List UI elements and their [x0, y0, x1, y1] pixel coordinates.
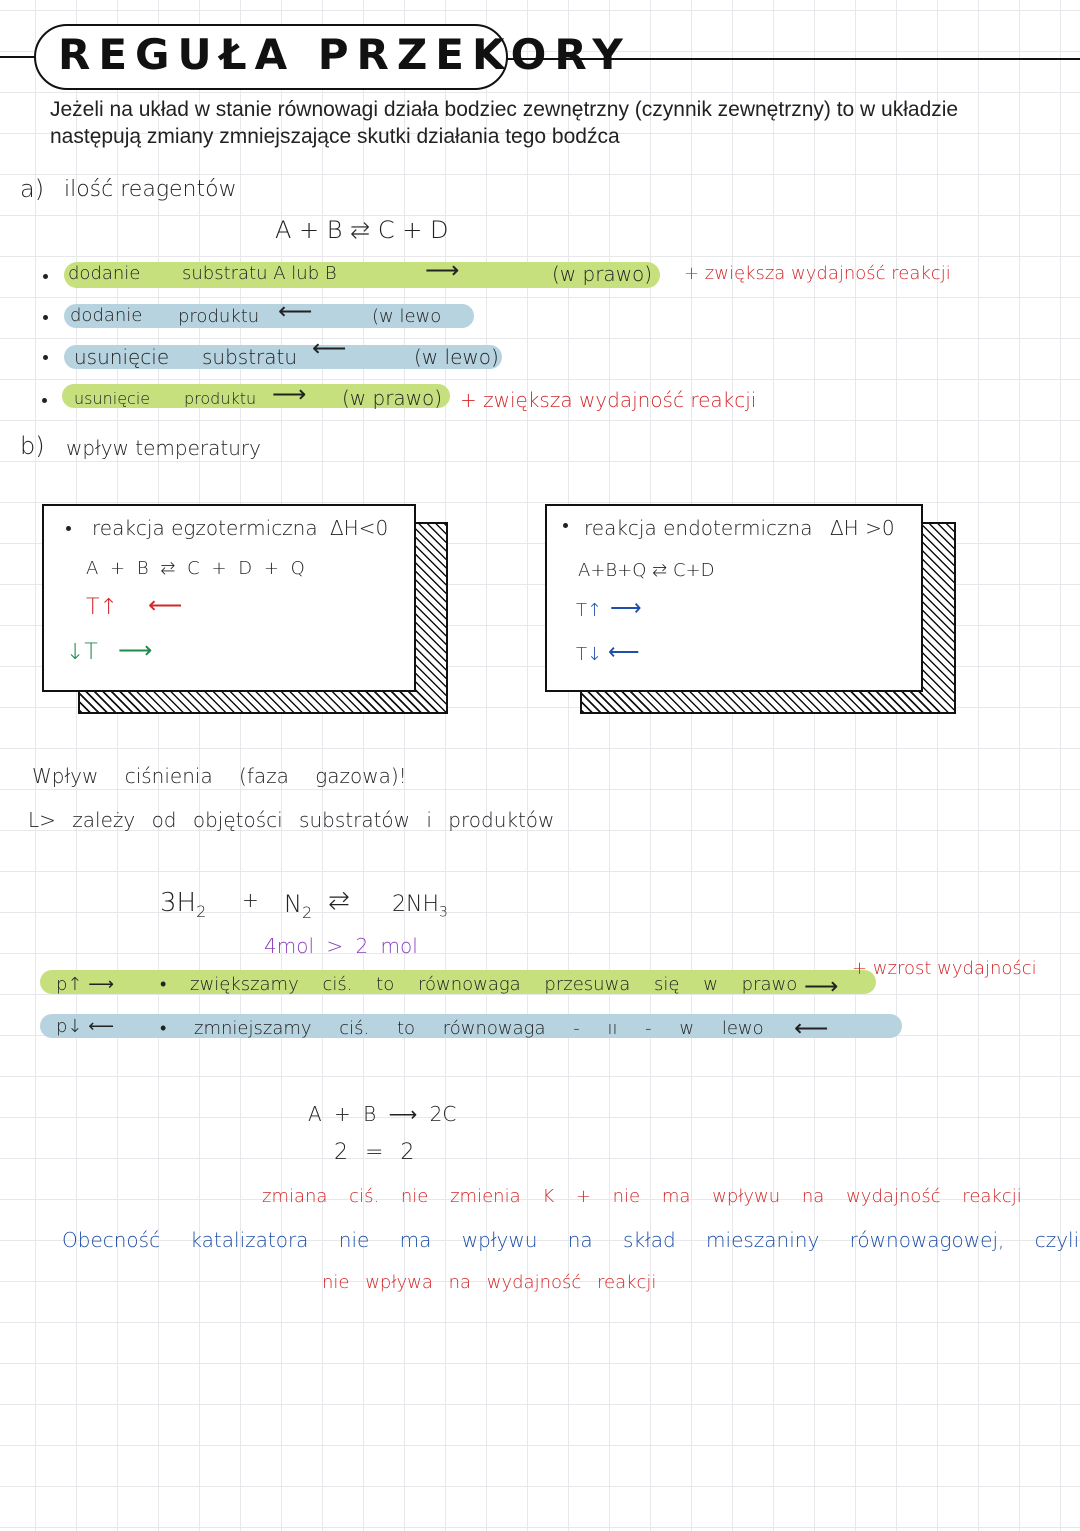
bullet	[43, 274, 48, 279]
exo-arrow-right: ⟶	[118, 636, 153, 664]
bullet	[66, 526, 71, 531]
pressure-row2-arrow: ⟵	[794, 1014, 829, 1042]
exo-t-up: T↑	[86, 595, 118, 620]
exo-title: reakcja egzotermiczna	[92, 516, 318, 540]
eq-plus: +	[242, 888, 259, 912]
pressure-subtitle: L> zależy od objętości substratów i produktów	[28, 808, 555, 832]
row4-object: produktu	[184, 389, 257, 408]
pressure-row1-arrow: ⟶	[804, 972, 839, 1000]
exo-delta: ΔH<0	[330, 516, 389, 540]
row1-object: substratu A lub B	[182, 263, 337, 284]
moles-compare: 4mol > 2 mol	[264, 934, 418, 958]
eq-equilibrium-arrows: ⇄	[328, 886, 350, 916]
row4-direction: (w prawo)	[342, 386, 443, 410]
bullet	[43, 355, 48, 360]
endo-arrow-right: ⟶	[610, 596, 642, 621]
title-rule-left	[0, 56, 34, 58]
row1-direction: (w prawo)	[552, 262, 653, 286]
eq-h2-sub: 2	[196, 902, 207, 922]
row3-direction: (w lewo)	[414, 345, 499, 369]
row2-direction: (w lewo	[372, 306, 442, 327]
eq-h2	[160, 888, 206, 921]
endo-arrow-left: ⟵	[608, 640, 640, 665]
eq-n2-text: N	[284, 890, 302, 918]
eq2-count: 2 = 2	[334, 1140, 415, 1165]
section-b-title: wpływ temperatury	[66, 436, 261, 460]
pressure-row2-text: • zmniejszamy ciś. to równowaga - ıı - w lewo	[160, 1018, 764, 1039]
eq-nh3	[392, 892, 448, 920]
row3-object: substratu	[202, 345, 298, 369]
eq-nh3-sub: 3	[439, 904, 448, 921]
pressure-row1-note: + wzrost wydajności	[852, 958, 1037, 979]
row1-arrow: ⟶	[425, 256, 463, 284]
section-a-label: a)	[20, 175, 45, 203]
eq2-note: zmiana ciś. nie zmienia K + nie ma wpływu na wydajność reakcji	[262, 1186, 1022, 1207]
row1-action: dodanie	[68, 263, 141, 284]
bullet	[42, 398, 47, 403]
pressure-row1-text: • zwiększamy ciś. to równowaga przesuwa się w prawo	[160, 974, 798, 995]
row4-note: + zwiększa wydajność reakcji	[460, 388, 757, 412]
endo-equation: A+B+Q ⇄ C+D	[578, 560, 715, 581]
catalyst-line2: nie wpływa na wydajność reakcji	[322, 1272, 657, 1293]
section-a-title: ilość reagentów	[64, 177, 237, 202]
definition-text: Jeżeli na układ w stanie równowagi działa bodziec zewnętrzny (czynnik zewnętrzny) to w układzie następują zmiany zmniejszające skutki działania tego bodźca	[50, 98, 959, 148]
section-a-equation: A + B ⇄ C + D	[275, 216, 449, 244]
row3-action: usunięcie	[74, 345, 170, 369]
endo-delta: ΔH >0	[830, 516, 895, 540]
eq2: A + B ⟶ 2C	[308, 1102, 457, 1126]
endo-t-down: T↓	[576, 644, 603, 665]
eq-nh3-text: 2NH	[392, 892, 439, 917]
row2-action: dodanie	[70, 305, 143, 326]
exo-arrow-left: ⟵	[148, 591, 183, 619]
pressure-row1-left: p↑ ⟶	[56, 974, 115, 995]
catalyst-line1: Obecność katalizatora nie ma wpływu na skład mieszaniny równowagowej, czyli	[62, 1228, 1080, 1252]
endo-title: reakcja endotermiczna	[584, 516, 813, 540]
exo-equation: A + B ⇄ C + D + Q	[86, 558, 305, 579]
bullet	[563, 523, 568, 528]
bullet	[43, 315, 48, 320]
row4-arrow: ⟶	[272, 380, 307, 408]
pressure-title: Wpływ ciśnienia (faza gazowa)!	[32, 764, 407, 788]
row3-arrow: ⟵	[312, 334, 347, 362]
endo-t-up: T↑	[576, 600, 603, 621]
eq-n2-sub: 2	[301, 902, 313, 922]
row4-action: usunięcie	[74, 389, 151, 408]
eq-n2	[284, 890, 312, 922]
pressure-row2-left: p↓ ⟵	[56, 1016, 115, 1037]
eq-h2-text: 3H	[160, 888, 197, 918]
row2-object: produktu	[178, 306, 260, 327]
exo-t-down: ↓T	[66, 640, 98, 665]
row1-note: + zwiększa wydajność reakcji	[684, 263, 951, 284]
row2-arrow: ⟵	[278, 297, 313, 325]
page-title: REGUŁA PRZEKORY	[58, 30, 631, 79]
section-b-label: b)	[20, 432, 45, 460]
